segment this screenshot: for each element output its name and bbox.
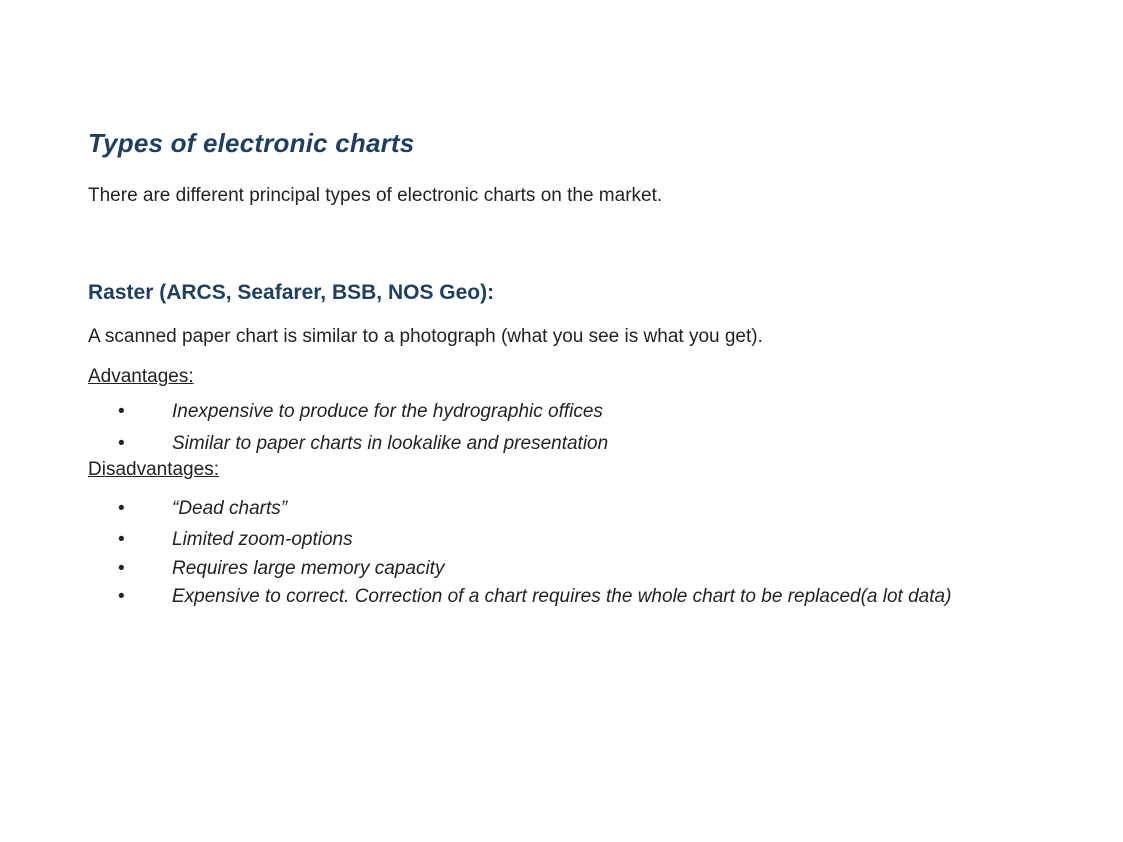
bullet-icon: • bbox=[118, 529, 125, 550]
bullet-icon: • bbox=[118, 557, 125, 579]
list-item-text: Limited zoom-options bbox=[172, 529, 353, 550]
raster-heading: Raster (ARCS, Seafarer, BSB, NOS Geo): bbox=[88, 281, 495, 304]
bullet-icon: • bbox=[118, 433, 125, 454]
list-item-text: Expensive to correct. Correction of a chart requires the whole chart to be replaced(a lot data) bbox=[172, 586, 952, 607]
advantages-label: Advantages: bbox=[88, 366, 194, 387]
bullet-icon: • bbox=[118, 401, 125, 422]
list-item-text: “Dead charts” bbox=[172, 498, 288, 519]
raster-description: A scanned paper chart is similar to a photograph (what you see is what you get). bbox=[88, 326, 763, 347]
disadvantages-label: Disadvantages: bbox=[88, 459, 219, 480]
list-item-text: Requires large memory capacity bbox=[172, 557, 445, 579]
intro-paragraph: There are different principal types of electronic charts on the market. bbox=[88, 185, 663, 206]
list-item-text: Inexpensive to produce for the hydrographic offices bbox=[172, 401, 603, 422]
list-item-text: Similar to paper charts in lookalike and presentation bbox=[172, 433, 609, 454]
bullet-icon: • bbox=[118, 586, 125, 607]
page-title: Types of electronic charts bbox=[88, 128, 415, 158]
bullet-icon: • bbox=[118, 498, 125, 519]
